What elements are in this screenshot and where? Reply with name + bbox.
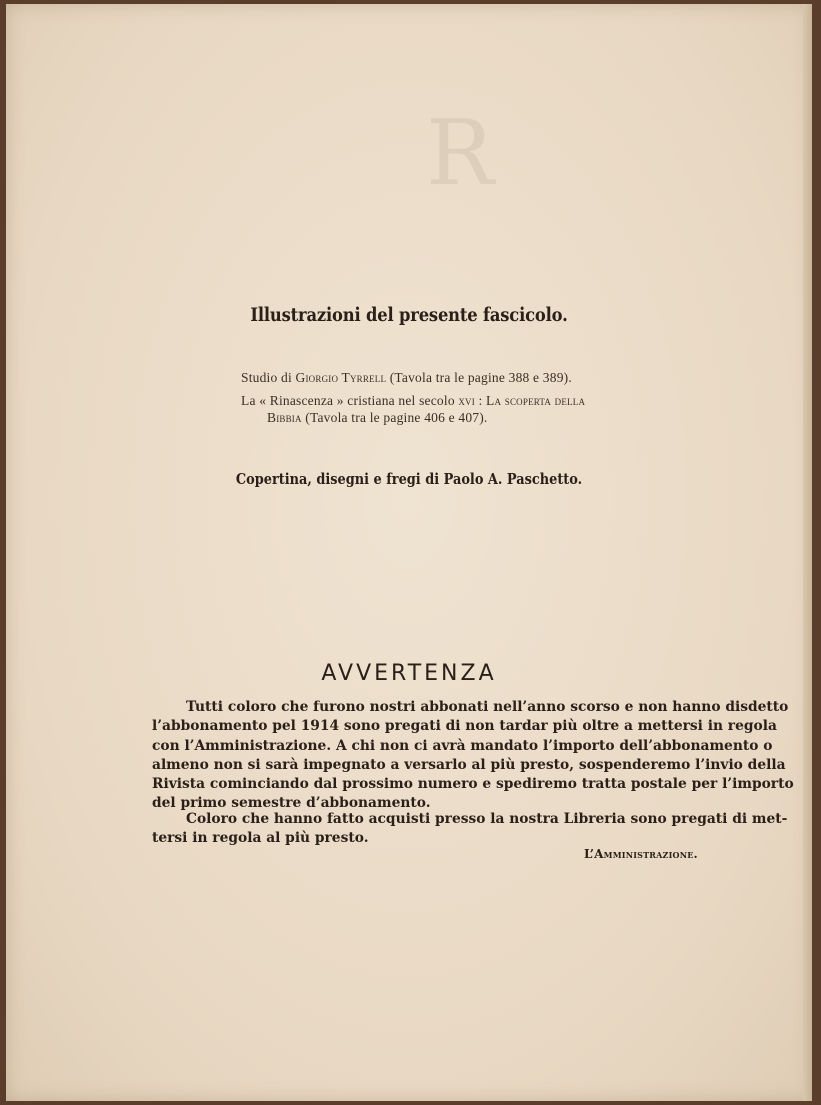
notice-line: l’abbonamento pel 1914 sono pregati di non tardar più oltre a mettersi in regola xyxy=(152,718,777,735)
illustrations-heading: Illustrazioni del presente fascicolo. xyxy=(250,304,568,326)
notice-line: Rivista cominciando dal prossimo numero e spediremo tratta postale per l’importo xyxy=(152,776,794,793)
page-edge xyxy=(803,4,812,1101)
notice-line: con l’Amministrazione. A chi non ci avrà mandato l’importo dell’abbonamento o xyxy=(152,737,773,754)
notice-line: Coloro che hanno fatto acquisti presso la nostra Libreria sono pregati di met- xyxy=(186,811,788,827)
notice-line: Tutti coloro che furono nostri abbonati nell’anno scorso e non hanno disdetto xyxy=(186,699,789,715)
notice-line: tersi in regola al più presto. xyxy=(152,830,369,847)
illustration-entry-1 xyxy=(241,370,572,386)
show-through-watermark: R xyxy=(426,101,494,206)
notice-paragraph-2 xyxy=(152,810,788,849)
entry-2-prefix: La « Rinascenza » cristiana nel secolo xyxy=(241,393,459,408)
entry-1-plate: (Tavola tra le pagine 388 e 389). xyxy=(386,370,572,385)
illustration-entry-2-continued xyxy=(267,410,488,426)
document-page xyxy=(6,4,812,1101)
entry-2-title-cont: Bibbia xyxy=(267,410,302,425)
entry-2-plate: (Tavola tra le pagine 406 e 407). xyxy=(301,410,488,425)
entry-2-title: xvi : La scoperta della xyxy=(458,393,586,408)
notice-line: del primo semestre d’abbonamento. xyxy=(152,795,431,812)
illustration-entry-2 xyxy=(241,393,585,409)
cover-credit: Copertina, disegni e fregi di Paolo A. Paschetto. xyxy=(235,470,583,488)
entry-1-prefix: Studio di xyxy=(241,370,296,385)
notice-paragraph-1 xyxy=(152,698,794,814)
signature: L’Amministrazione. xyxy=(584,847,698,861)
notice-heading: AVVERTENZA xyxy=(321,661,497,686)
entry-1-author: Giorgio Tyrrell xyxy=(295,370,387,385)
notice-line: almeno non si sarà impegnato a versarlo al più presto, sospenderemo l’invio della xyxy=(152,756,786,773)
